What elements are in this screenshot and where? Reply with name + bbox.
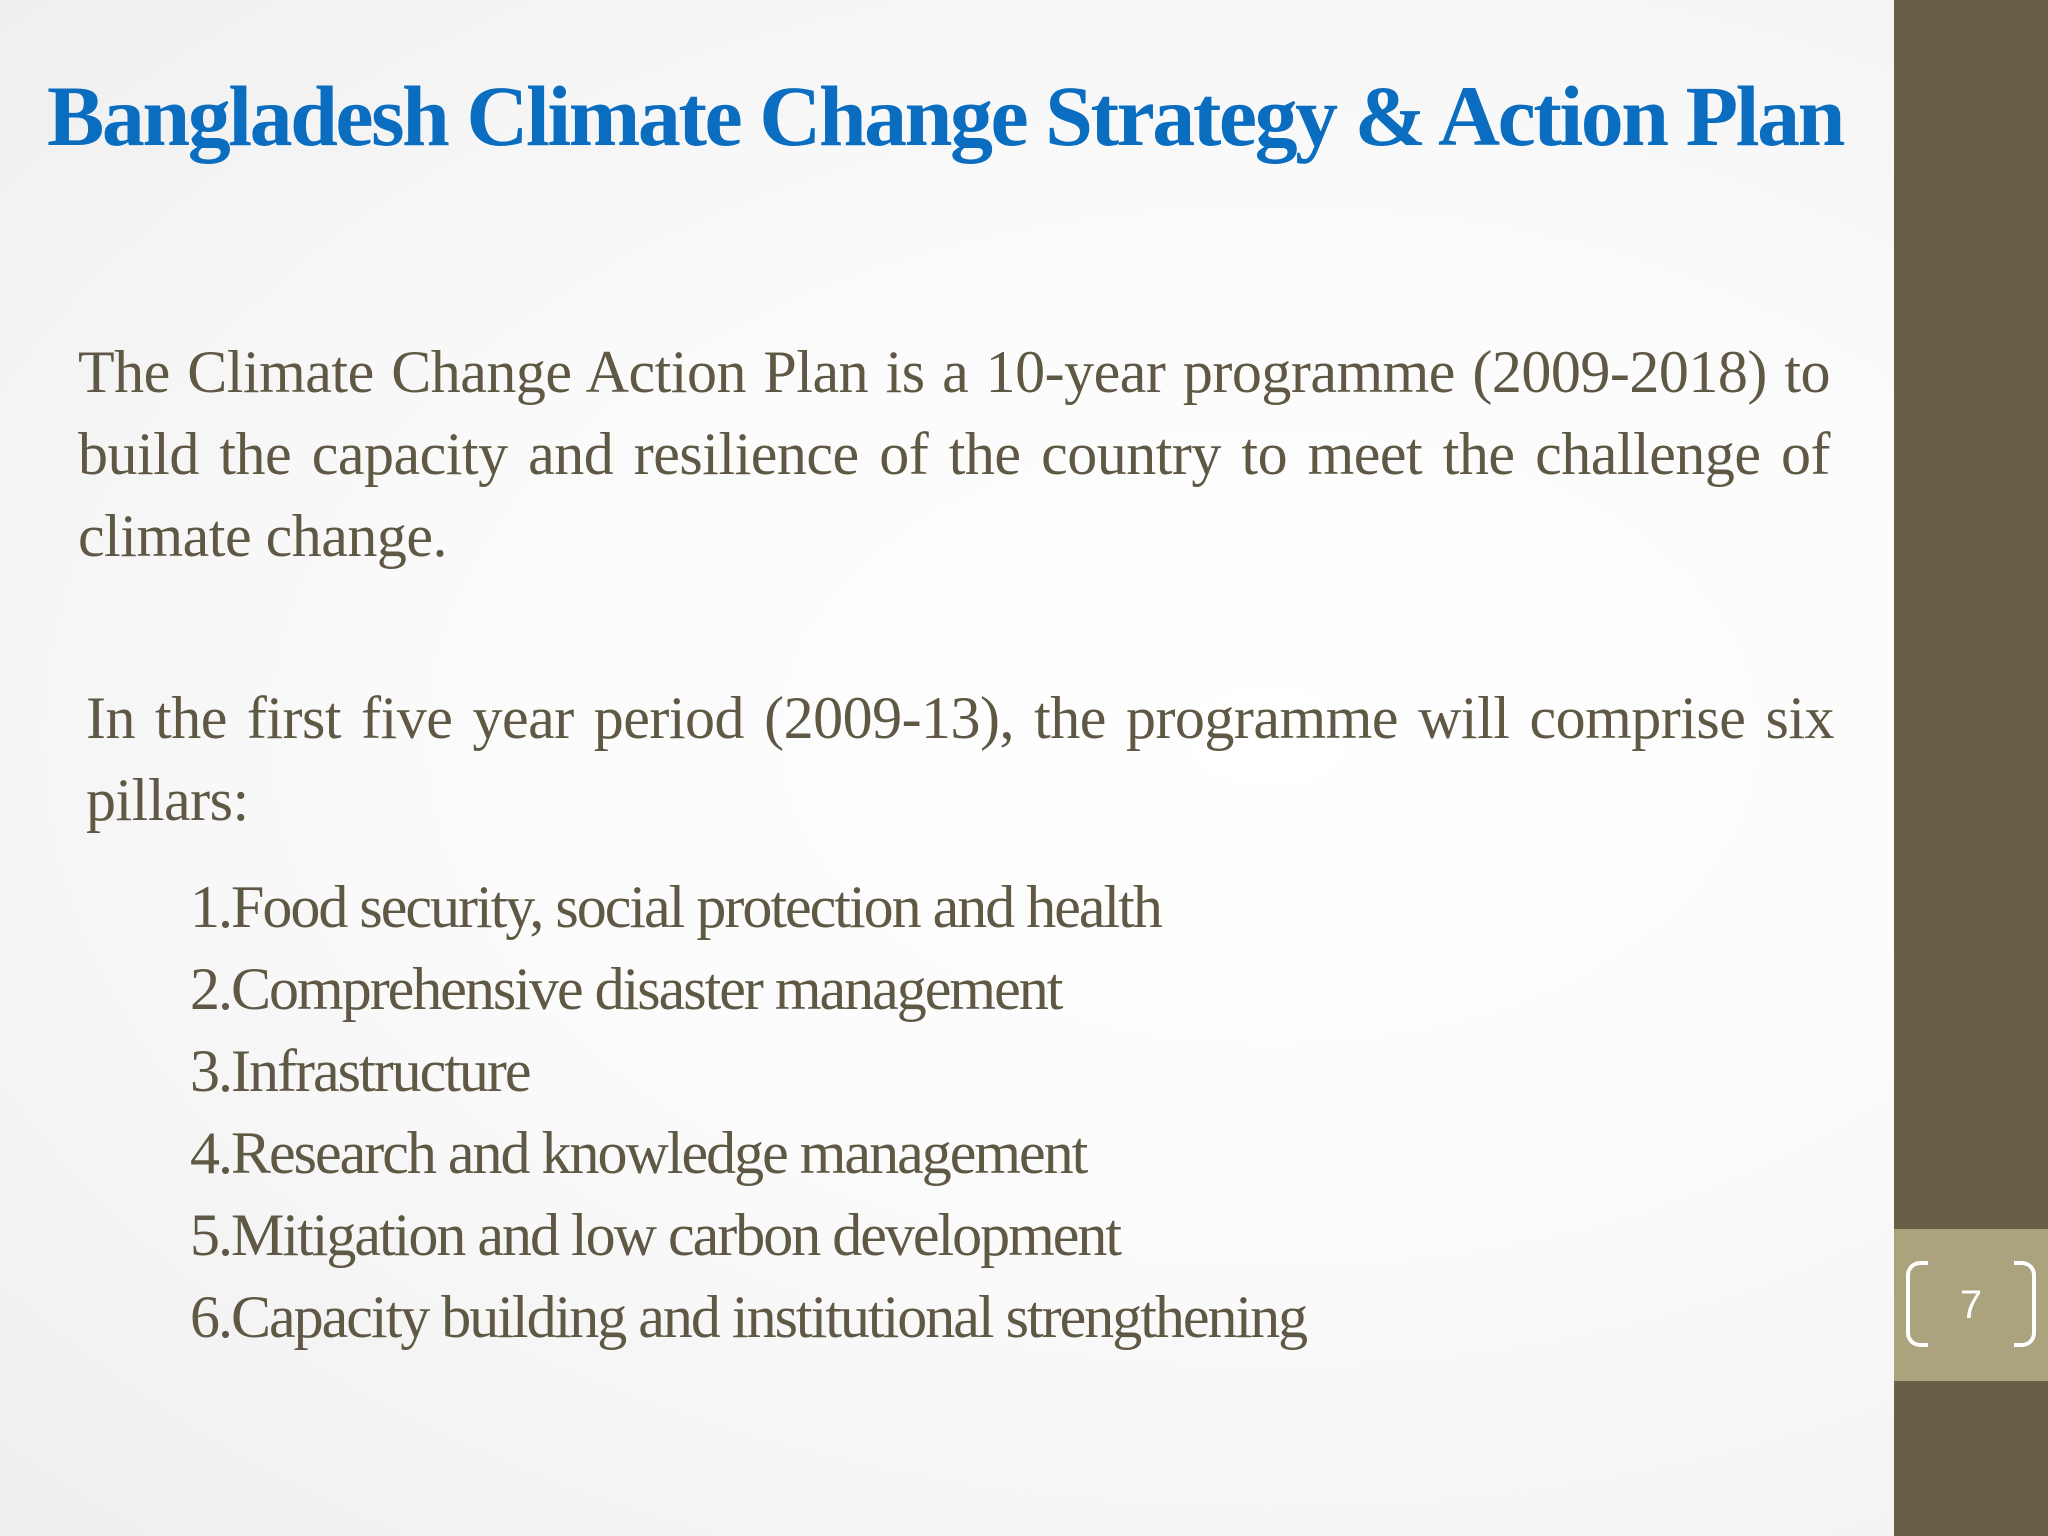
right-brace-icon bbox=[2014, 1261, 2036, 1347]
pillar-item: 2.Comprehensive disaster management bbox=[190, 956, 1062, 1022]
pillars-list bbox=[190, 866, 1830, 1358]
page-number-badge bbox=[1894, 1229, 2048, 1381]
pillar-item: 6.Capacity building and institutional strengthening bbox=[190, 1284, 1307, 1350]
page-number: 7 bbox=[1959, 1283, 1983, 1327]
intro-paragraph: The Climate Change Action Plan is a 10-year programme (2009-2018) to build the capacity and resilience of the country to meet the challenge of climate change. bbox=[78, 339, 1830, 569]
pillar-item: 5.Mitigation and low carbon development bbox=[190, 1202, 1121, 1268]
pillar-item: 4.Research and knowledge management bbox=[190, 1120, 1087, 1186]
pillar-item: 3.Infrastructure bbox=[190, 1038, 530, 1104]
pillars-intro-paragraph: In the first five year period (2009-13), the programme will comprise six pillars: bbox=[86, 685, 1834, 833]
slide-title: Bangladesh Climate Change Strategy & Action Plan bbox=[47, 68, 1843, 164]
pillar-item: 1.Food security, social protection and health bbox=[190, 874, 1161, 940]
